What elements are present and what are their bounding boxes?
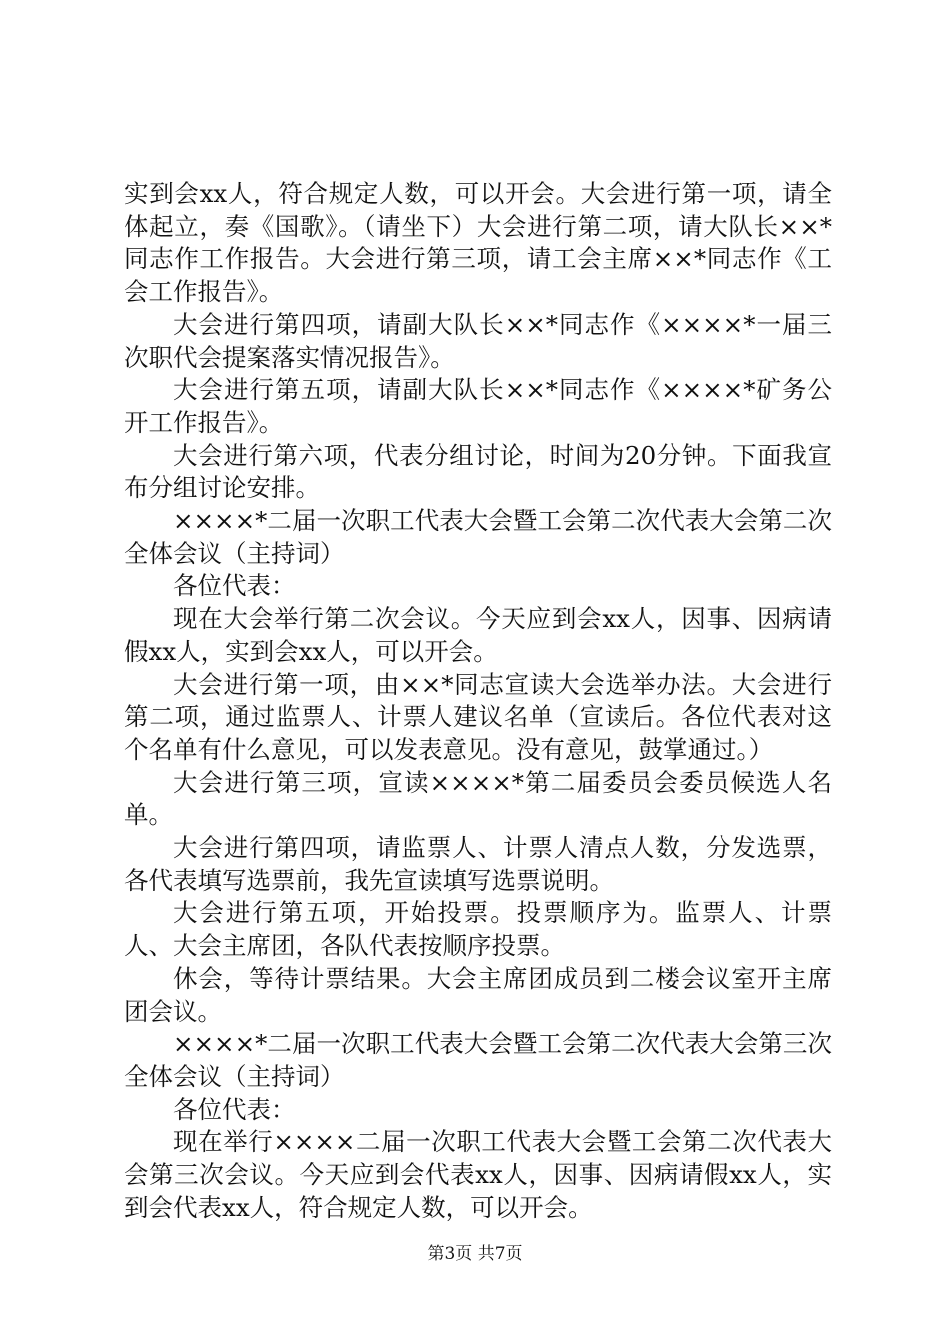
paragraph-item-4: 大会进行第四项，请副大队长××*同志作《××××*一届三次职代会提案落实情况报告》。: [124, 309, 832, 372]
paragraph-third-session-opening: 现在举行××××二届一次职工代表大会暨工会第二次代表大会第三次会议。今天应到会代表xx人，因事、因病请假xx人，实到会代表xx人，符合规定人数，可以开会。: [124, 1127, 832, 1222]
paragraph-second-session-items: 大会进行第一项，由××*同志宣读大会选举办法。大会进行第二项，通过监票人、计票人建议名单（宣读后。各位代表对这个名单有什么意见，可以发表意见。没有意见，鼓掌通过。）: [124, 669, 832, 764]
salutation: 各位代表：: [173, 1094, 296, 1124]
paragraph-recess: 休会，等待计票结果。大会主席团成员到二楼会议室开主席团会议。: [124, 963, 832, 1026]
page-number-footer: 第3页 共7页: [427, 1244, 523, 1264]
salutation: 各位代表：: [173, 571, 296, 601]
paragraph-second-session-item-4: 大会进行第四项，请监票人、计票人清点人数，分发选票，各代表填写选票前，我先宣读填写选票说明。: [124, 833, 832, 895]
paragraph-continuation: 实到会xx人，符合规定人数，可以开会。大会进行第一项，请全体起立，奏《国歌》。（请坐下）大会进行第二项，请大队长××*同志作工作报告。大会进行第三项，请工会主席××*同志作《工会工作报告》。: [124, 179, 832, 307]
paragraph-second-session-item-3: 大会进行第三项，宣读××××*第二届委员会委员候选人名单。: [124, 767, 832, 830]
paragraph-item-6: 大会进行第六项，代表分组讨论，时间为20分钟。下面我宣布分组讨论安排。: [124, 440, 832, 503]
section-title-third-session: ××××*二届一次职工代表大会暨工会第二次代表大会第三次全体会议（主持词）: [124, 1029, 832, 1091]
paragraph-second-session-opening: 现在大会举行第二次会议。今天应到会xx人，因事、因病请假xx人，实到会xx人，可以开会。: [124, 604, 832, 666]
paragraph-item-5: 大会进行第五项，请副大队长××*同志作《××××*矿务公开工作报告》。: [124, 375, 832, 437]
section-title-second-session: ××××*二届一次职工代表大会暨工会第二次代表大会第二次全体会议（主持词）: [124, 506, 832, 568]
document-body: [124, 178, 832, 1225]
paragraph-second-session-item-5: 大会进行第五项，开始投票。投票顺序为。监票人、计票人、大会主席团，各队代表按顺序投票。: [124, 898, 832, 961]
